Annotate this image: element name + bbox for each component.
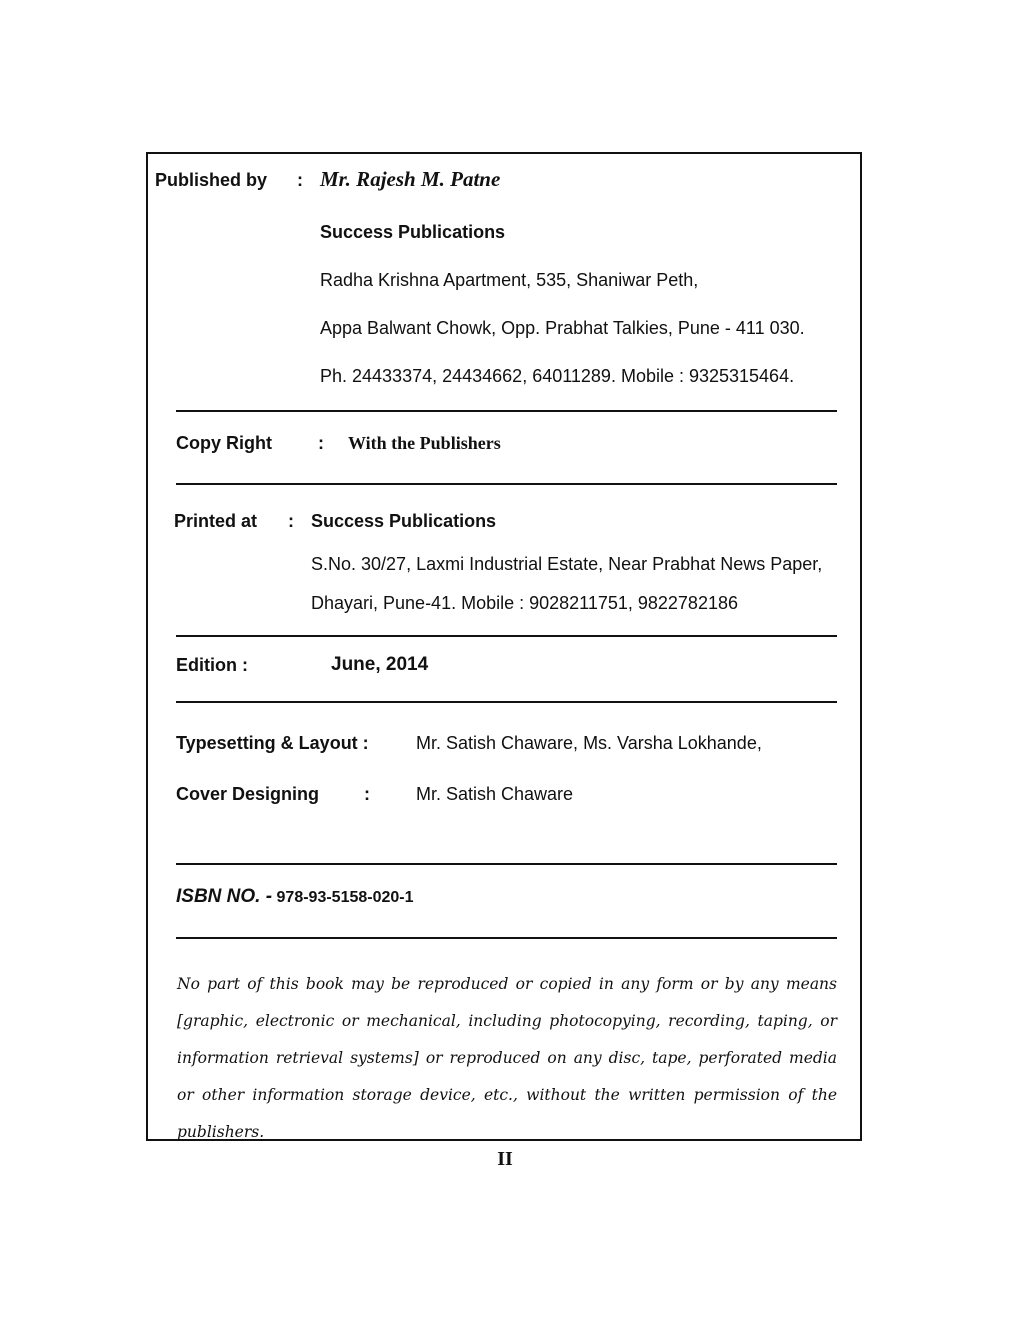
- copyright-value: With the Publishers: [348, 433, 501, 453]
- cover-designing-label: Cover Designing: [176, 784, 320, 804]
- typesetting-value: Mr. Satish Chaware, Ms. Varsha Lokhande,: [416, 733, 762, 753]
- publisher-company: Success Publications: [320, 222, 506, 242]
- isbn-label: ISBN NO. -: [176, 886, 273, 907]
- divider: [176, 635, 837, 637]
- divider: [176, 863, 837, 865]
- isbn: [176, 886, 414, 908]
- printed-at-label: Printed at: [174, 511, 258, 531]
- isbn-value: 978-93-5158-020-1: [276, 889, 414, 906]
- divider: [176, 483, 837, 485]
- printer-address-line-2: Dhayari, Pune-41. Mobile : 9028211751, 9822782186: [311, 593, 738, 613]
- printer-company: Success Publications: [311, 511, 497, 531]
- copyright-colon: :: [318, 433, 324, 453]
- publisher-address-line-2: Appa Balwant Chowk, Opp. Prabhat Talkies, Pune - 411 030.: [320, 318, 805, 338]
- edition-value: June, 2014: [331, 654, 429, 675]
- cover-designing-colon: :: [364, 784, 370, 804]
- cover-designing-value: Mr. Satish Chaware: [416, 784, 574, 804]
- publisher-name: Mr. Rajesh M. Patne: [320, 167, 501, 191]
- publisher-address-line-1: Radha Krishna Apartment, 535, Shaniwar Peth,: [320, 270, 699, 290]
- divider: [176, 937, 837, 939]
- copyright-label: Copy Right: [176, 433, 272, 453]
- printed-at-colon: :: [288, 511, 294, 531]
- divider: [176, 701, 837, 703]
- divider: [176, 410, 837, 412]
- page-number: II: [497, 1148, 513, 1170]
- typesetting-label: Typesetting & Layout :: [176, 733, 369, 753]
- publisher-phone: Ph. 24433374, 24434662, 64011289. Mobile : 9325315464.: [320, 366, 795, 386]
- published-by-colon: :: [297, 170, 303, 190]
- printer-address-line-1: S.No. 30/27, Laxmi Industrial Estate, Near Prabhat News Paper,: [311, 554, 823, 574]
- copyright-notice: No part of this book may be reproduced or copied in any form or by any means [graphic, electronic or mechanical, including photocopying, recording, taping, or information retrieval systems] or reproduced on any disc, tape, perforated media or other information storage device, etc., without the written permission of the publishers.: [177, 975, 837, 1141]
- published-by-label: Published by: [155, 170, 268, 190]
- edition-label: Edition :: [176, 655, 248, 675]
